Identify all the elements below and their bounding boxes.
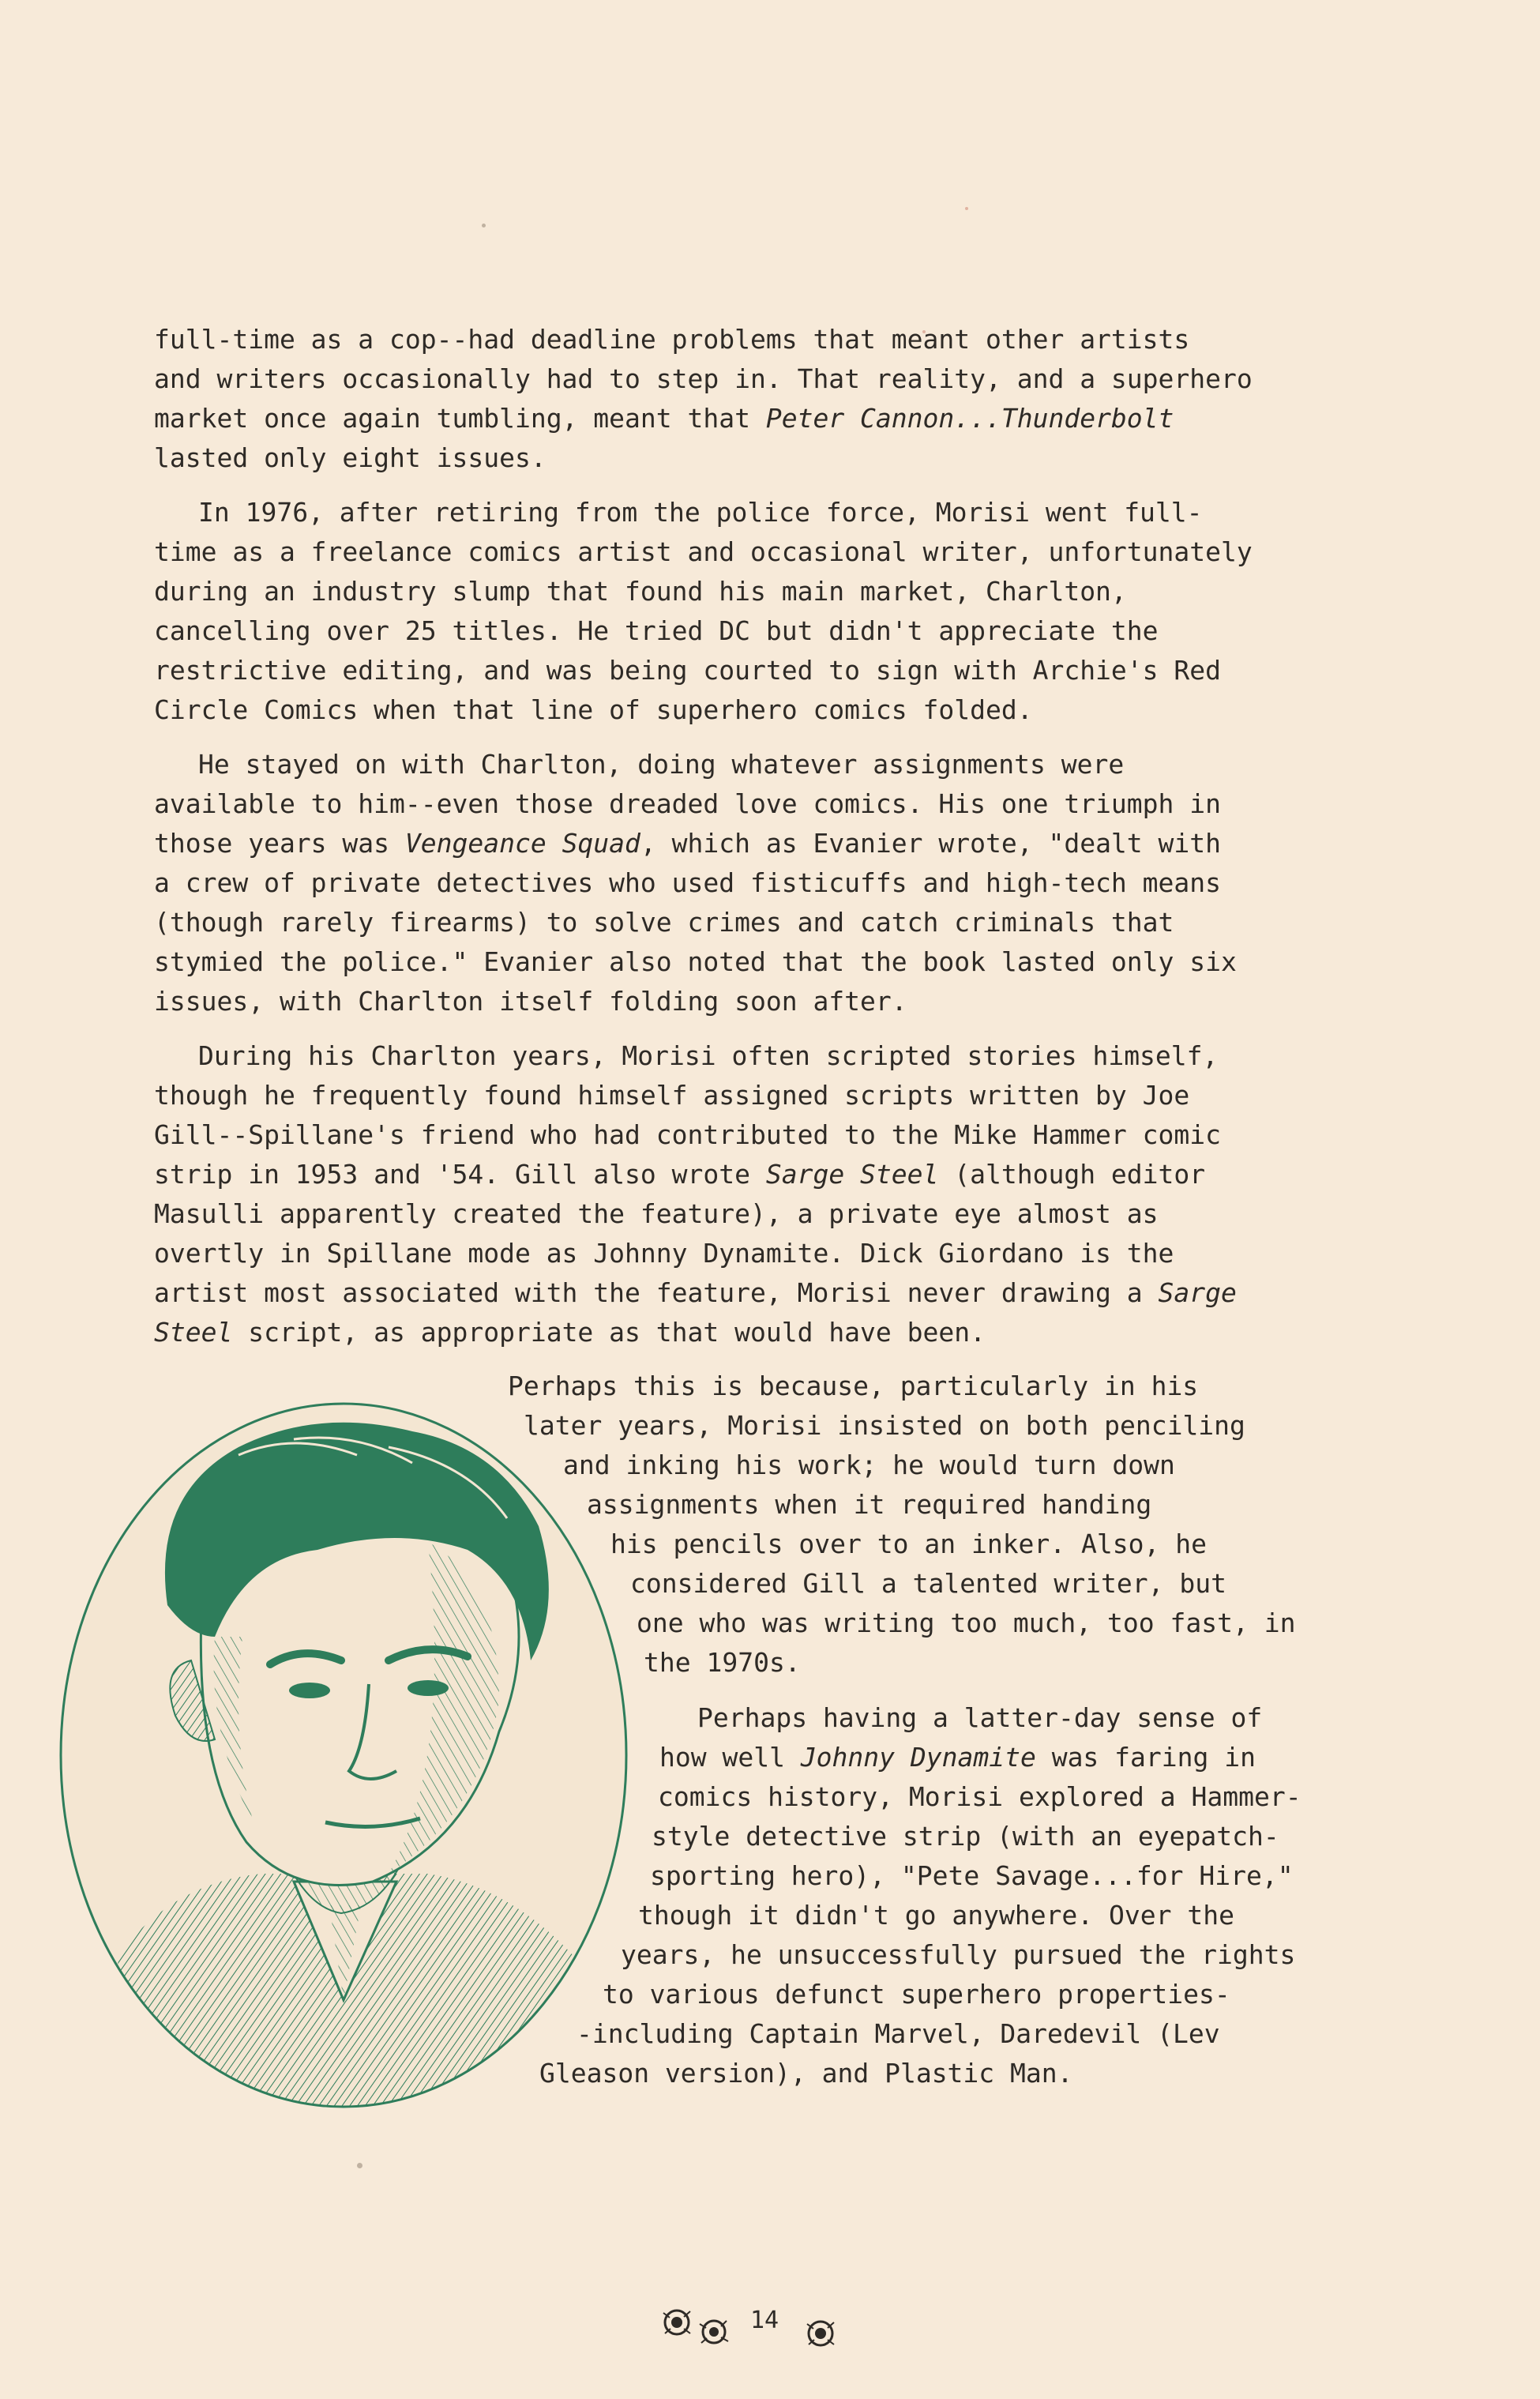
text-line: comics history, Morisi explored a Hammer-	[658, 1781, 1301, 1812]
bullet-hole-icon	[697, 2316, 731, 2348]
text-line: though he frequently found himself assigned scripts written by Joe	[154, 1080, 1190, 1111]
body-text-column	[154, 320, 1386, 1367]
bullet-hole-icon	[802, 2318, 839, 2349]
text-line	[659, 1738, 1256, 1777]
text-line: full-time as a cop--had deadline problems that meant other artists	[154, 324, 1190, 355]
italic-title: Steel	[154, 1317, 233, 1348]
text-line: Gleason version), and Plastic Man.	[539, 2058, 1073, 2089]
text-segment: artist most associated with the feature, Morisi never drawing a	[154, 1277, 1159, 1308]
text-line: style detective strip (with an eyepatch-	[652, 1821, 1279, 1852]
paper-speck	[965, 207, 968, 210]
paper-speck	[482, 224, 486, 227]
text-line: -including Captain Marvel, Daredevil (Lev	[577, 2018, 1220, 2049]
text-line: later years, Morisi insisted on both penciling	[524, 1410, 1245, 1441]
text-line: the 1970s.	[644, 1647, 801, 1678]
text-segment: strip in 1953 and '54. Gill also wrote	[154, 1159, 766, 1190]
text-line	[154, 1313, 1386, 1352]
text-line: a crew of private detectives who used fisticuffs and high-tech means	[154, 867, 1222, 898]
text-line	[154, 1273, 1386, 1313]
text-line: and writers occasionally had to step in. That reality, and a superhero	[154, 363, 1253, 394]
text-line: Perhaps having a latter-day sense of	[697, 1702, 1263, 1733]
text-line: Circle Comics when that line of superhero comics folded.	[154, 694, 1033, 725]
italic-title: Peter Cannon...Thunderbolt	[765, 403, 1174, 434]
text-line: years, he unsuccessfully pursued the rights	[621, 1939, 1296, 1970]
text-line: restrictive editing, and was being courted to sign with Archie's Red	[154, 655, 1222, 686]
text-line: available to him--even those dreaded love comics. His one triumph in	[154, 788, 1222, 819]
text-line: issues, with Charlton itself folding soon after.	[154, 986, 907, 1017]
text-line: In 1976, after retiring from the police force, Morisi went full-	[198, 497, 1203, 528]
italic-title: Johnny Dynamite	[800, 1742, 1036, 1773]
italic-title: Vengeance Squad	[404, 828, 640, 859]
text-line: (though rarely firearms) to solve crimes and catch criminals that	[154, 907, 1174, 938]
text-line: considered Gill a talented writer, but	[630, 1568, 1226, 1599]
text-line: one who was writing too much, too fast, in	[637, 1607, 1296, 1638]
text-line: assignments when it required handing	[587, 1489, 1152, 1520]
text-line: during an industry slump that found his main market, Charlton,	[154, 576, 1127, 607]
text-line: though it didn't go anywhere. Over the	[638, 1900, 1234, 1931]
text-line: stymied the police." Evanier also noted that the book lasted only six	[154, 946, 1237, 977]
portrait-engraving	[57, 1400, 630, 2111]
paragraph-3	[154, 745, 1386, 1021]
paper-speck	[357, 2163, 362, 2168]
portrait-svg	[57, 1400, 630, 2111]
italic-title: Sarge	[1158, 1277, 1237, 1308]
text-line: sporting hero), "Pete Savage...for Hire,"	[650, 1860, 1294, 1891]
text-line	[154, 1155, 1386, 1194]
text-line	[154, 824, 1386, 863]
text-segment: how well	[659, 1742, 801, 1773]
text-segment: script, as appropriate as that would have been.	[232, 1317, 986, 1348]
text-line: Masulli apparently created the feature), a private eye almost as	[154, 1198, 1159, 1229]
text-line: overtly in Spillane mode as Johnny Dynamite. Dick Giordano is the	[154, 1238, 1174, 1269]
text-line: cancelling over 25 titles. He tried DC but didn't appreciate the	[154, 615, 1159, 646]
text-line: He stayed on with Charlton, doing whatever assignments were	[198, 749, 1125, 780]
text-line: and inking his work; he would turn down	[563, 1450, 1175, 1480]
text-line: Gill--Spillane's friend who had contributed to the Mike Hammer comic	[154, 1119, 1222, 1150]
text-line: lasted only eight issues.	[154, 442, 547, 473]
italic-title: Sarge Steel	[765, 1159, 939, 1190]
text-line: time as a freelance comics artist and occasional writer, unfortunately	[154, 536, 1253, 567]
text-line: his pencils over to an inker. Also, he	[610, 1529, 1207, 1559]
text-line: Perhaps this is because, particularly in his	[508, 1371, 1199, 1401]
text-segment: those years was	[154, 828, 405, 859]
text-segment: market once again tumbling, meant that	[154, 403, 766, 434]
text-segment: was faring in	[1035, 1742, 1256, 1773]
page-number: 14	[750, 2307, 779, 2334]
text-line	[154, 399, 1386, 438]
bullet-hole-icon	[659, 2307, 695, 2338]
text-segment: , which as Evanier wrote, "dealt with	[640, 828, 1222, 859]
paragraph-1	[154, 320, 1386, 478]
text-line: to various defunct superhero properties-	[603, 1979, 1230, 2010]
paragraph-2	[154, 493, 1386, 730]
text-segment: (although editor	[938, 1159, 1206, 1190]
text-line: During his Charlton years, Morisi often scripted stories himself,	[198, 1040, 1219, 1071]
paragraph-4	[154, 1036, 1386, 1352]
